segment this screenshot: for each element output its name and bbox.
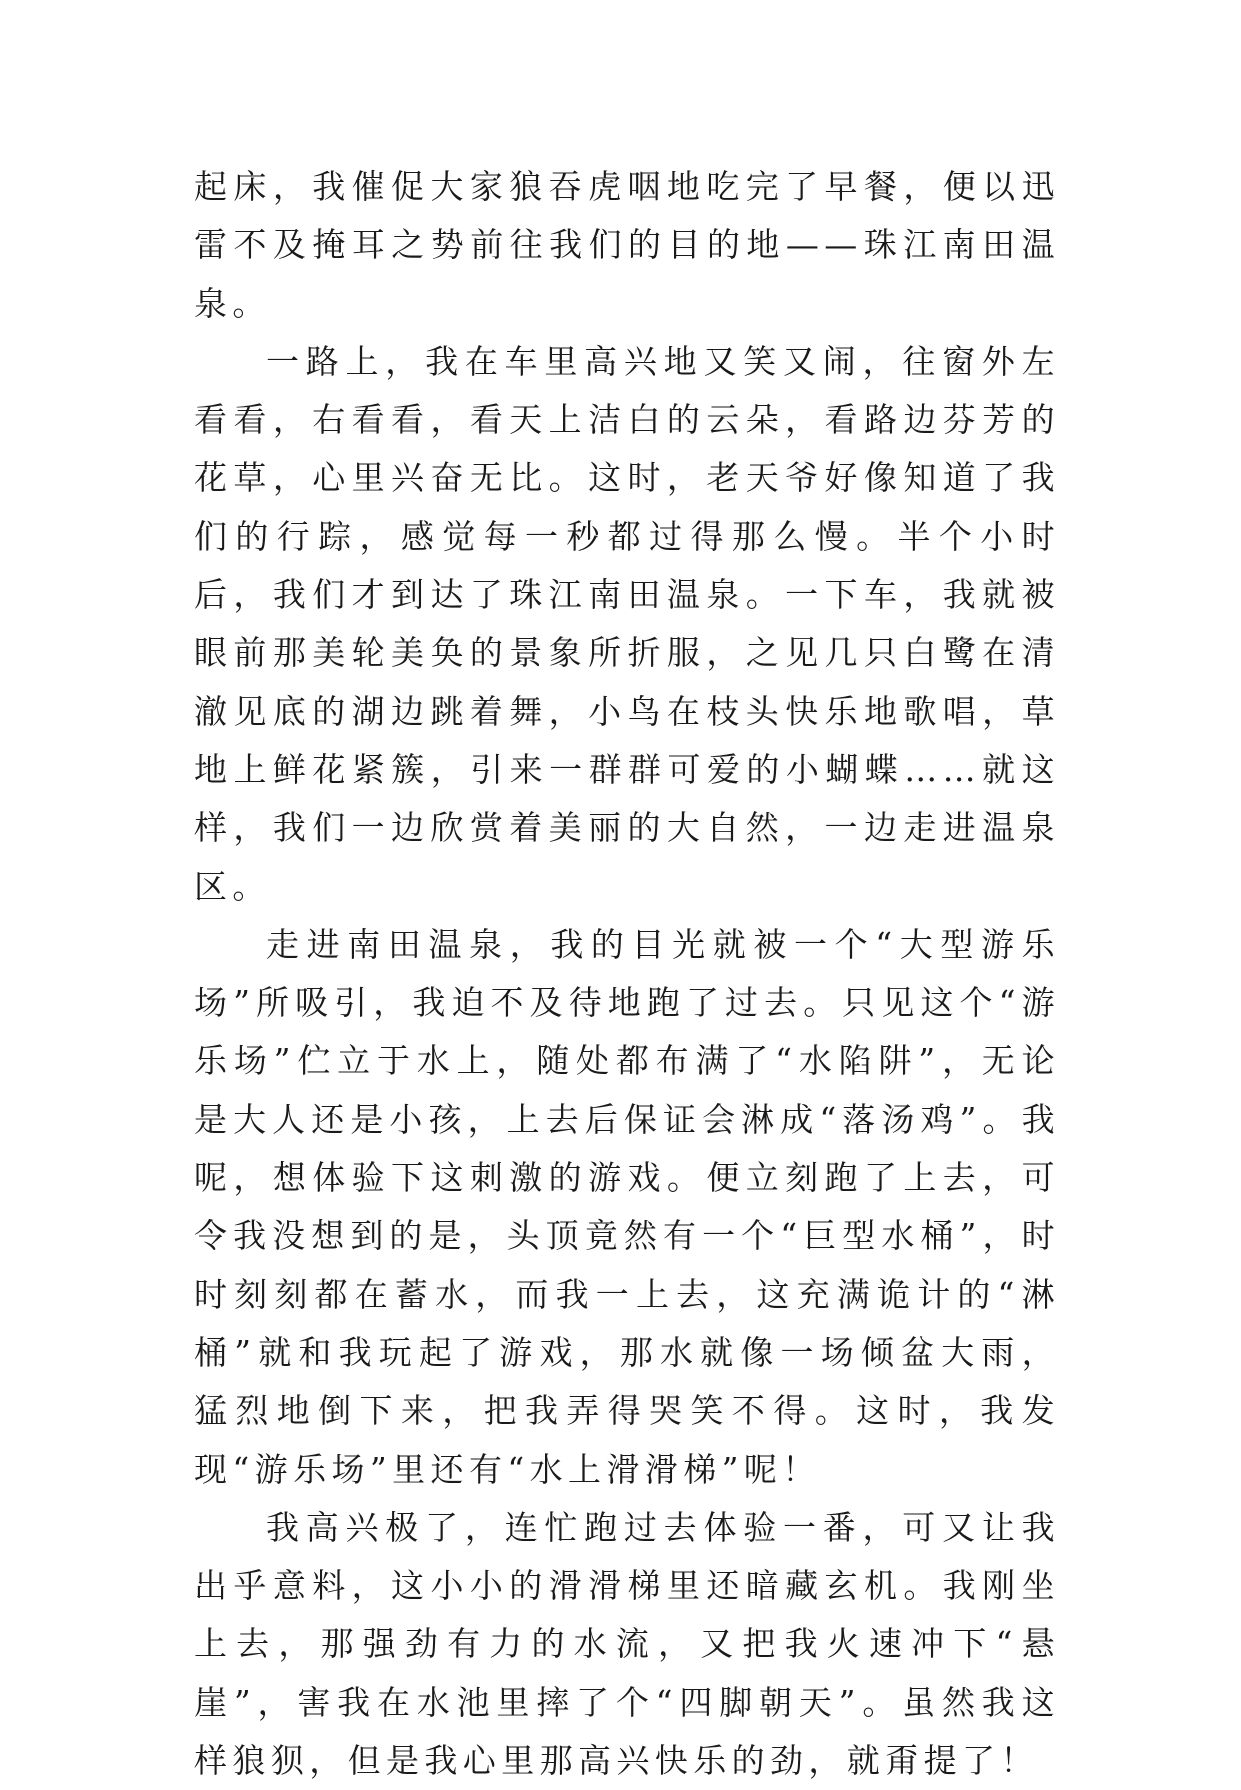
paragraph-2: 一路上，我在车里高兴地又笑又闹，往窗外左看看，右看看，看天上洁白的云朵，看路边芬芳的花草，心里兴奋无比。这时，老天爷好像知道了我们的行踪，感觉每一秒都过得那么慢。半个小时后，我们才到达了珠江南田温泉。一下车，我就被眼前那美轮美奂的景象所折服，之见几只白鹭在清澈见底的湖边跳着舞，小鸟在枝头快乐地歌唱，草地上鲜花紧簇，引来一群群可爱的小蝴蝶……就这样，我们一边欣赏着美丽的大自然，一边走进温泉区。	[194, 341, 1060, 906]
paragraph-1: 起床，我催促大家狼吞虎咽地吃完了早餐，便以迅雷不及掩耳之势前往我们的目的地——珠江南田温泉。	[194, 167, 1060, 323]
paragraph-4: 我高兴极了，连忙跑过去体验一番，可又让我出乎意料，这小小的滑滑梯里还暗藏玄机。我刚坐上去，那强劲有力的水流，又把我火速冲下“悬崖”，害我在水池里摔了个“四脚朝天”。虽然我这样狼狈，但是我心里那高兴快乐的劲，就甭提了！	[194, 1507, 1060, 1781]
paragraph-3: 走进南田温泉，我的目光就被一个“大型游乐场”所吸引，我迫不及待地跑了过去。只见这个“游乐场”伫立于水上，随处都布满了“水陷阱”，无论是大人还是小孩，上去后保证会淋成“落汤鸡”。我呢，想体验下这刺激的游戏。便立刻跑了上去，可令我没想到的是，头顶竟然有一个“巨型水桶”，时时刻刻都在蓄水，而我一上去，这充满诡计的“淋桶”就和我玩起了游戏，那水就像一场倾盆大雨，猛烈地倒下来，把我弄得哭笑不得。这时，我发现“游乐场”里还有“水上滑滑梯”呢！	[194, 924, 1060, 1489]
essay-body	[194, 158, 1060, 1790]
